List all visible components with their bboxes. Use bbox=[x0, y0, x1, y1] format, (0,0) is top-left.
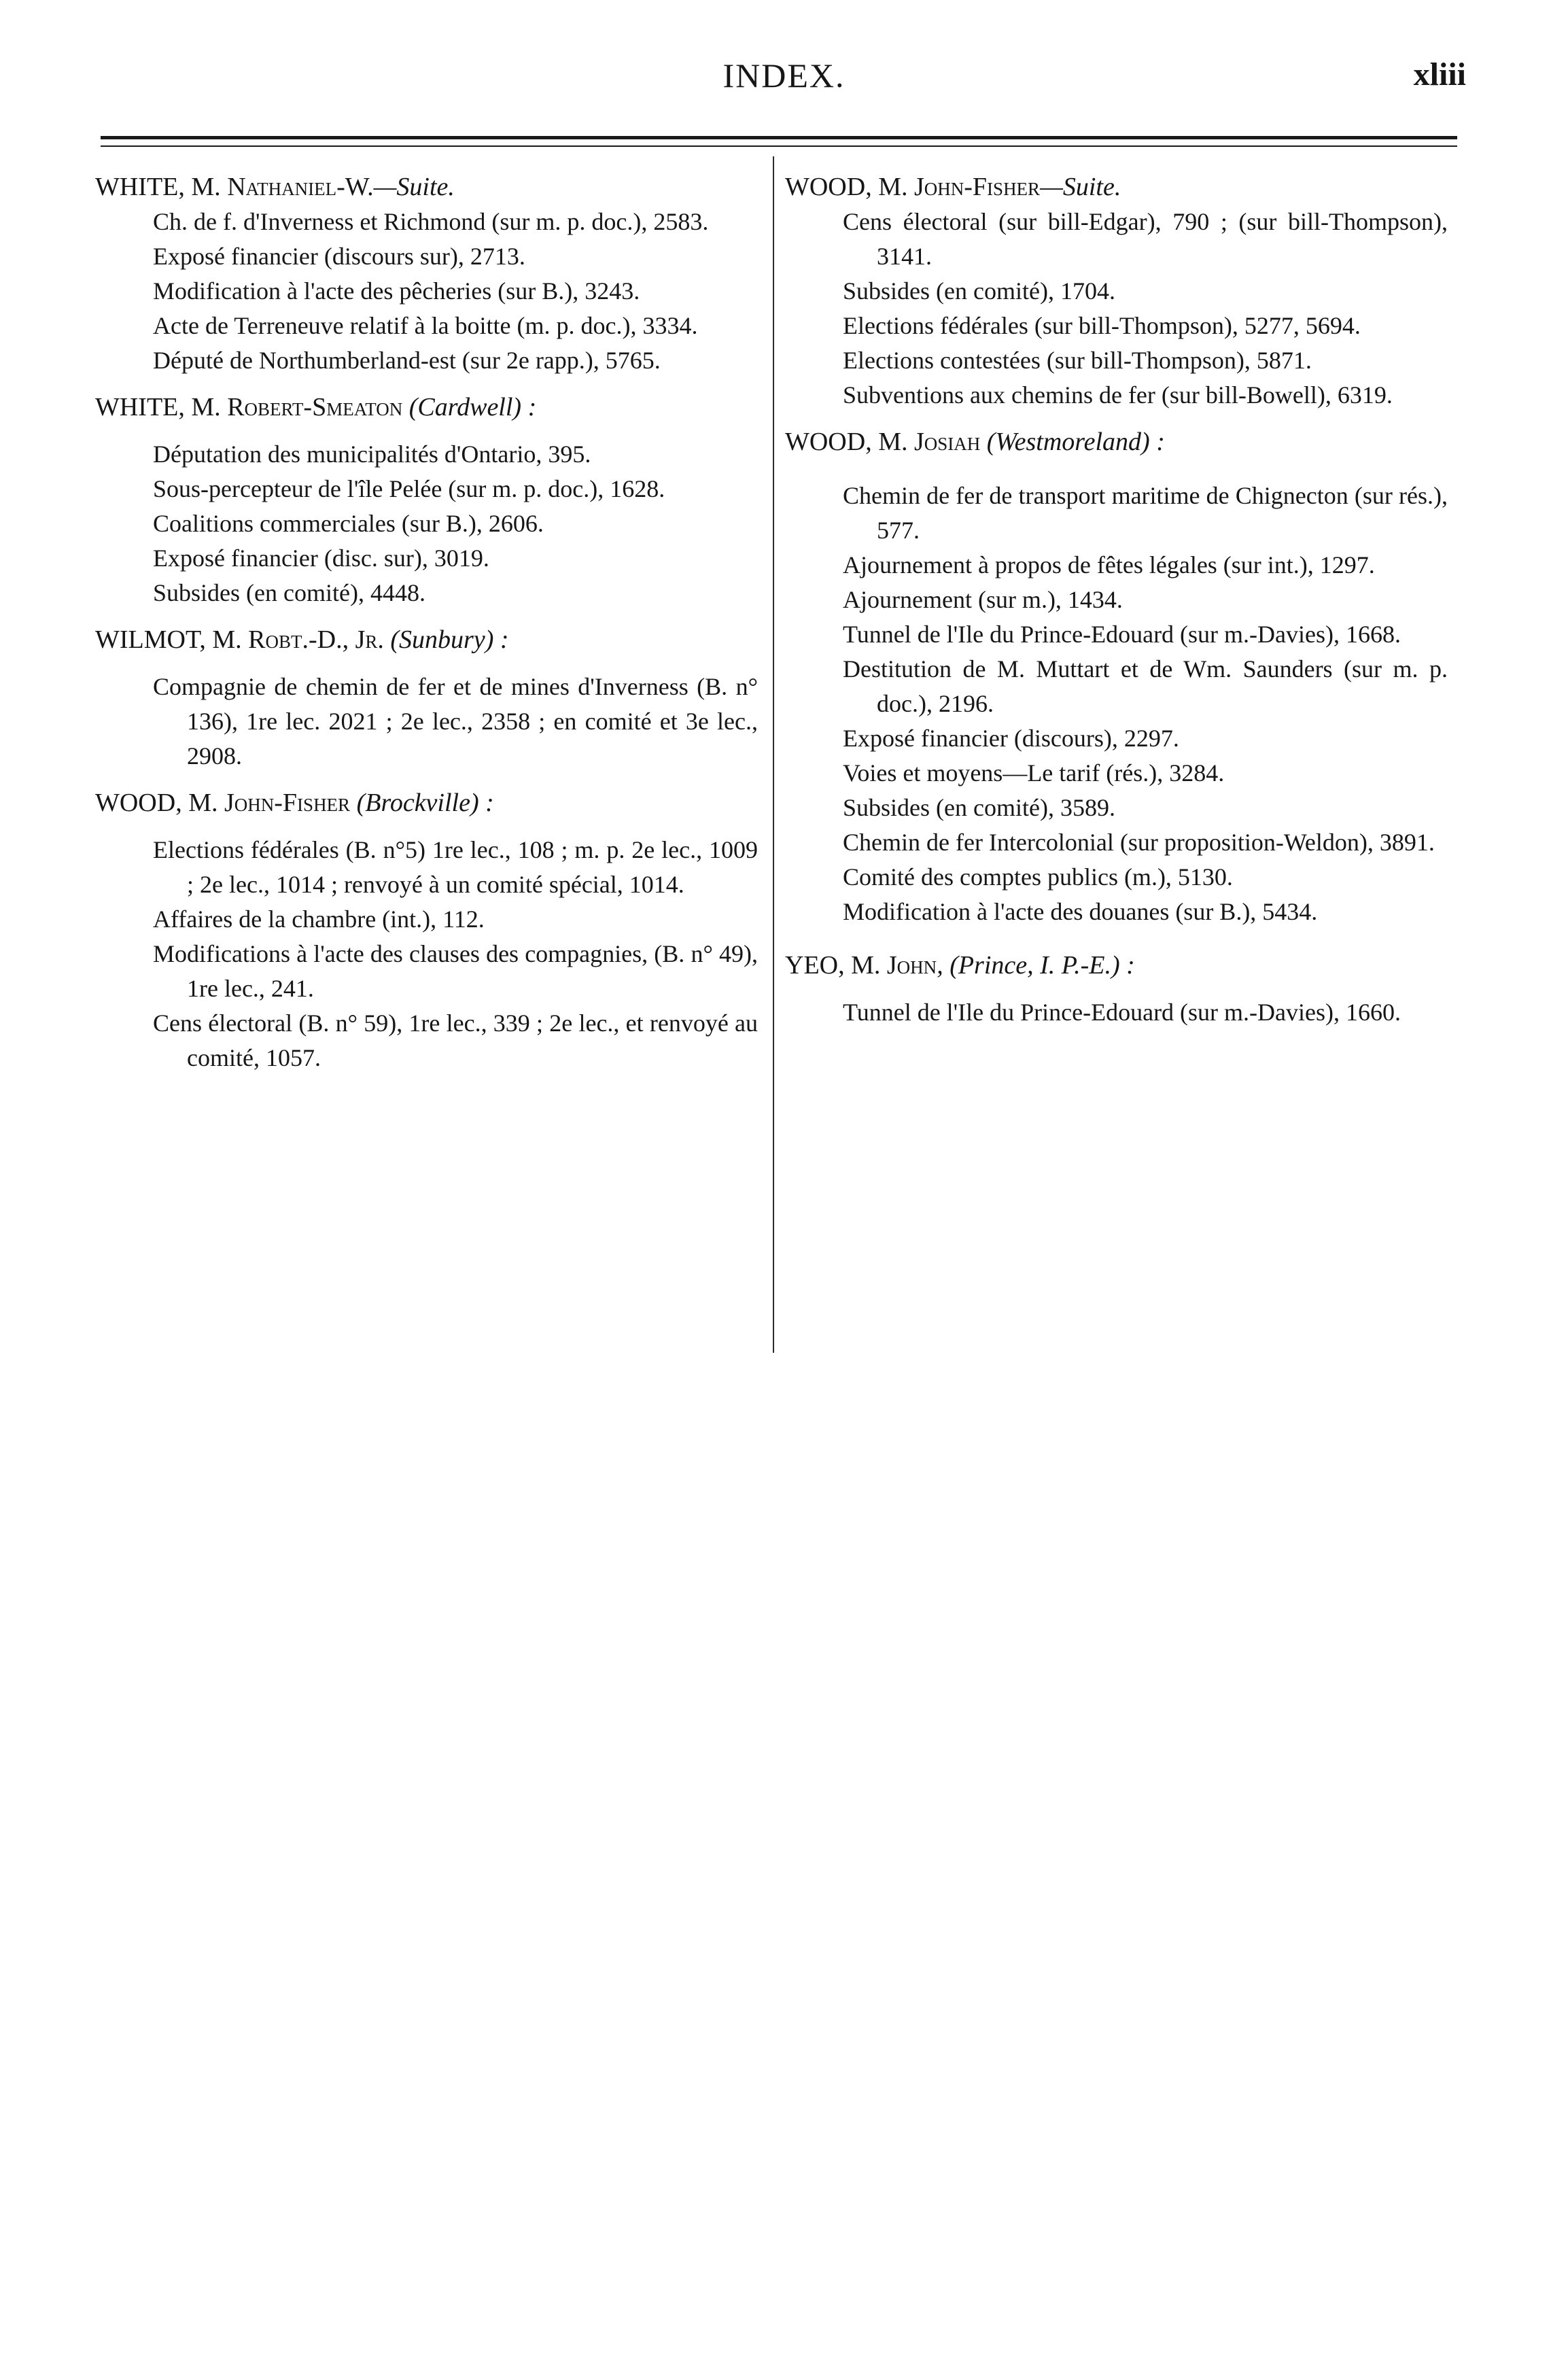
index-entry: Voies et moyens—Le tarif (rés.), 3284. bbox=[843, 759, 1225, 787]
page-number: xliii bbox=[1413, 56, 1466, 92]
member-qualifier: (Sunbury) : bbox=[383, 625, 509, 654]
member-forename: Nathaniel-W. bbox=[227, 173, 374, 201]
index-entry: Elections fédérales (B. n°5) 1re lec., 108 ; m. p. 2e lec., 1009 ; 2e lec., 1014 ; renvoyé à un comité spécial, 1014. bbox=[153, 836, 758, 898]
member-surname: WHITE, M. bbox=[95, 393, 228, 421]
section-spacer bbox=[785, 929, 1448, 948]
index-entry: Ajournement (sur m.), 1434. bbox=[843, 586, 1123, 613]
index-entry: Députation des municipalités d'Ontario, 395. bbox=[153, 441, 591, 468]
member-surname: WOOD, M. bbox=[785, 173, 914, 201]
index-section bbox=[95, 170, 758, 378]
index-section bbox=[95, 390, 758, 610]
index-section bbox=[95, 623, 758, 774]
index-entry: Subsides (en comité), 1704. bbox=[843, 277, 1115, 305]
member-forename: John bbox=[886, 951, 937, 980]
member-forename: Josiah bbox=[913, 428, 981, 456]
index-heading bbox=[95, 786, 758, 821]
index-entry: Subsides (en comité), 3589. bbox=[843, 794, 1115, 821]
member-surname: YEO, M. bbox=[785, 951, 887, 980]
index-entry: Acte de Terreneuve relatif à la boitte (m. p. doc.), 3334. bbox=[153, 312, 698, 339]
header-rule-thin bbox=[101, 145, 1457, 147]
index-entry: Tunnel de l'Ile du Prince-Edouard (sur m.-Davies), 1668. bbox=[843, 621, 1401, 648]
column-divider bbox=[773, 156, 774, 1353]
left-column bbox=[95, 170, 758, 1075]
section-spacer bbox=[785, 983, 1448, 995]
running-head bbox=[0, 56, 1568, 103]
member-qualifier: , (Prince, I. P.-E.) : bbox=[937, 951, 1135, 980]
index-entry: Tunnel de l'Ile du Prince-Edouard (sur m.-Davies), 1660. bbox=[843, 999, 1401, 1026]
member-qualifier: (Westmoreland) : bbox=[980, 428, 1165, 456]
index-entry: Cens électoral (sur bill-Edgar), 790 ; (sur bill-Thompson), 3141. bbox=[843, 208, 1448, 270]
member-qualifier: (Brockville) : bbox=[350, 789, 494, 817]
index-heading bbox=[785, 170, 1448, 205]
header-rule-thick bbox=[101, 136, 1457, 139]
index-entry: Modifications à l'acte des clauses des compagnies, (B. n° 49), 1re lec., 241. bbox=[153, 940, 758, 1002]
member-surname: WILMOT, M. bbox=[95, 625, 249, 654]
member-surname: WHITE, M. bbox=[95, 173, 228, 201]
index-entry: Modification à l'acte des pêcheries (sur B.), 3243. bbox=[153, 277, 640, 305]
index-entry: Subventions aux chemins de fer (sur bill-Bowell), 6319. bbox=[843, 381, 1393, 409]
member-surname: WOOD, M. bbox=[95, 789, 224, 817]
member-forename: John-Fisher bbox=[913, 173, 1041, 201]
right-column bbox=[785, 170, 1448, 1030]
index-heading bbox=[95, 170, 758, 205]
index-entry: Exposé financier (discours), 2297. bbox=[843, 725, 1179, 752]
index-entry: Modification à l'acte des douanes (sur B.), 5434. bbox=[843, 898, 1318, 925]
member-qualifier: —Suite. bbox=[1040, 173, 1121, 201]
index-heading bbox=[785, 948, 1448, 983]
index-entry: Compagnie de chemin de fer et de mines d'Inverness (B. n° 136), 1re lec. 2021 ; 2e lec., 2358 ; en comité et 3e lec., 2908. bbox=[153, 673, 758, 770]
member-forename: John-Fisher bbox=[224, 789, 351, 817]
index-entry: Député de Northumberland-est (sur 2e rapp.), 5765. bbox=[153, 347, 661, 374]
index-entry: Elections fédérales (sur bill-Thompson), 5277, 5694. bbox=[843, 312, 1361, 339]
index-entry: Exposé financier (disc. sur), 3019. bbox=[153, 545, 489, 572]
index-section bbox=[785, 170, 1448, 413]
index-entry: Chemin de fer Intercolonial (sur proposition-Weldon), 3891. bbox=[843, 829, 1435, 856]
index-section bbox=[95, 786, 758, 1075]
index-entry: Coalitions commerciales (sur B.), 2606. bbox=[153, 510, 544, 537]
section-spacer bbox=[95, 378, 758, 390]
page-title: INDEX. bbox=[722, 56, 846, 94]
index-section bbox=[785, 425, 1448, 929]
section-spacer bbox=[95, 657, 758, 670]
section-spacer bbox=[95, 821, 758, 833]
member-forename: Robert-Smeaton bbox=[227, 393, 403, 421]
index-entry: Sous-percepteur de l'île Pelée (sur m. p. doc.), 1628. bbox=[153, 475, 665, 502]
index-entry: Elections contestées (sur bill-Thompson), 5871. bbox=[843, 347, 1312, 374]
index-entry: Subsides (en comité), 4448. bbox=[153, 579, 425, 606]
index-entry: Exposé financier (discours sur), 2713. bbox=[153, 243, 525, 270]
section-spacer bbox=[95, 774, 758, 786]
index-entry: Chemin de fer de transport maritime de Chignecton (sur rés.), 577. bbox=[843, 482, 1448, 544]
index-entry: Comité des comptes publics (m.), 5130. bbox=[843, 863, 1233, 891]
index-heading bbox=[785, 425, 1448, 460]
index-entry: Ajournement à propos de fêtes légales (sur int.), 1297. bbox=[843, 551, 1375, 579]
index-entry: Ch. de f. d'Inverness et Richmond (sur m. p. doc.), 2583. bbox=[153, 208, 709, 235]
section-spacer bbox=[95, 425, 758, 437]
index-heading bbox=[95, 623, 758, 657]
section-spacer bbox=[95, 610, 758, 623]
section-spacer bbox=[785, 413, 1448, 425]
index-section bbox=[785, 948, 1448, 1030]
member-forename: Robt.-D., Jr. bbox=[248, 625, 384, 654]
index-entry: Affaires de la chambre (int.), 112. bbox=[153, 905, 485, 933]
index-heading bbox=[95, 390, 758, 425]
section-spacer bbox=[785, 460, 1448, 479]
member-qualifier: —Suite. bbox=[373, 173, 455, 201]
member-surname: WOOD, M. bbox=[785, 428, 914, 456]
index-entry: Destitution de M. Muttart et de Wm. Saunders (sur m. p. doc.), 2196. bbox=[843, 655, 1448, 717]
member-qualifier: (Cardwell) : bbox=[402, 393, 537, 421]
index-entry: Cens électoral (B. n° 59), 1re lec., 339 ; 2e lec., et renvoyé au comité, 1057. bbox=[153, 1009, 758, 1071]
